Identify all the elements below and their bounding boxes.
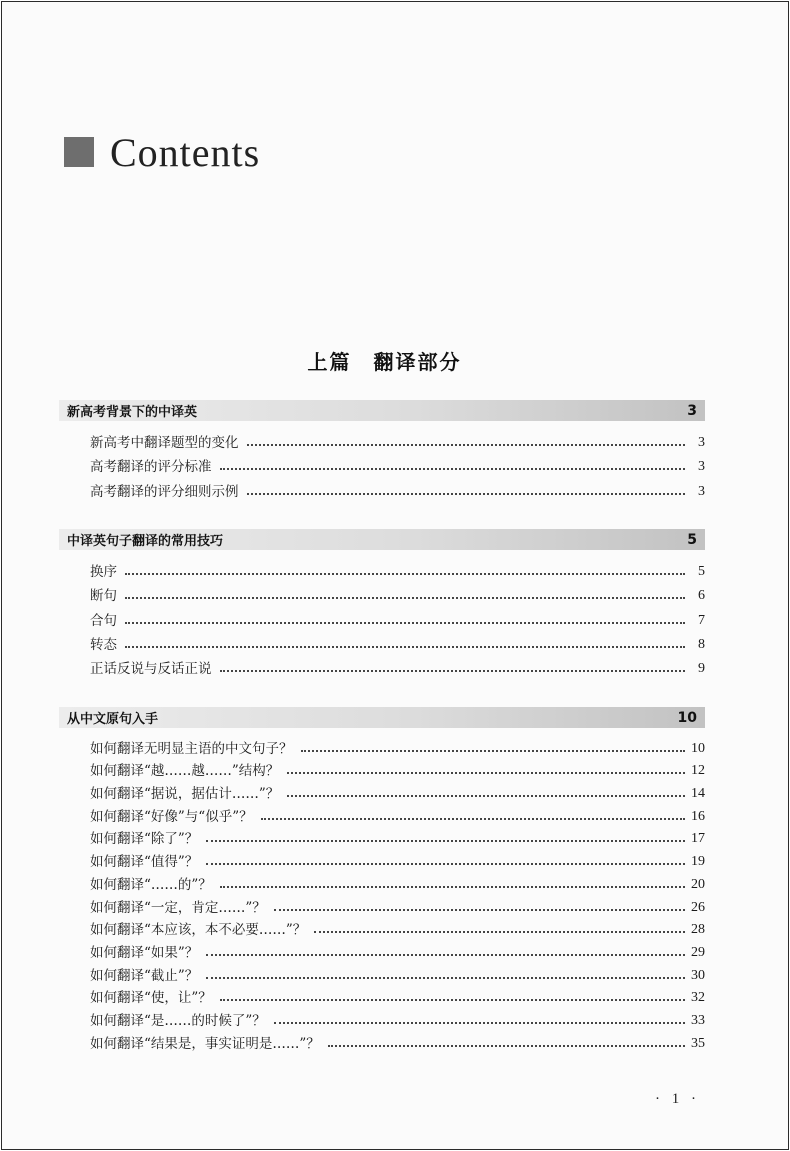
entry-page-number: 16: [691, 808, 705, 824]
book-page: [1, 1, 789, 1150]
entry-label: 如何翻译“本应该，本不必要……”？: [90, 922, 307, 939]
toc-entry[interactable]: [59, 734, 705, 757]
toc-section: [59, 400, 705, 500]
contents-title: Contents: [110, 129, 261, 175]
section-title: 从中文原句入手: [67, 712, 159, 727]
dot-leader: [206, 977, 685, 979]
entry-label: 如何翻译“是……的时候了”？: [90, 1012, 266, 1029]
toc-entry[interactable]: [59, 916, 705, 939]
entry-page-number: 7: [698, 612, 705, 628]
toc-entry[interactable]: [59, 757, 705, 780]
toc-entry[interactable]: [59, 870, 705, 893]
page-number: · 1 ·: [655, 1091, 700, 1107]
dot-leader: [301, 750, 686, 752]
entry-page-number: 3: [698, 459, 705, 475]
toc-entry[interactable]: [59, 451, 705, 475]
dot-leader: [287, 772, 685, 774]
entry-label: 如何翻译“值得”？: [90, 854, 199, 871]
entry-page-number: 28: [691, 922, 705, 938]
section-header-bar[interactable]: [59, 529, 705, 550]
dot-leader: [220, 670, 686, 672]
entry-page-number: 8: [698, 636, 705, 652]
toc-entry[interactable]: [59, 580, 705, 604]
entry-label: 高考翻译的评分细则示例: [90, 483, 239, 500]
section-header-bar[interactable]: [59, 400, 705, 421]
toc-entry[interactable]: [59, 556, 705, 580]
entry-label: 如何翻译“使，让”？: [90, 990, 212, 1007]
dot-leader: [125, 622, 685, 624]
entry-page-number: 29: [691, 944, 705, 960]
entry-label: 如何翻译“越……越……”结构？: [90, 763, 280, 780]
dot-leader: [220, 999, 685, 1001]
entry-label: 换序: [90, 564, 117, 581]
entry-label: 如何翻译“一定，肯定……”？: [90, 899, 266, 916]
entry-label: 如何翻译无明显主语的中文句子？: [90, 740, 293, 757]
toc-entry[interactable]: [59, 984, 705, 1007]
dot-leader: [287, 795, 685, 797]
dot-leader: [125, 597, 685, 599]
contents-header: [64, 130, 260, 174]
section-page-number: 10: [677, 709, 697, 726]
toc-entry[interactable]: [59, 961, 705, 984]
dot-leader: [206, 863, 685, 865]
dot-leader: [314, 931, 685, 933]
toc-entry[interactable]: [59, 1029, 705, 1052]
entry-page-number: 14: [691, 786, 705, 802]
toc-entry[interactable]: [59, 938, 705, 961]
entry-page-number: 6: [698, 588, 705, 604]
entry-page-number: 35: [691, 1035, 705, 1051]
toc-entry[interactable]: [59, 825, 705, 848]
section-page-number: 3: [687, 402, 697, 419]
entry-label: 如何翻译“截止”？: [90, 967, 199, 984]
entry-page-number: 20: [691, 876, 705, 892]
section-page-number: 5: [687, 531, 697, 548]
entry-label: 正话反说与反话正说: [90, 660, 212, 677]
toc-entry[interactable]: [59, 802, 705, 825]
entry-page-number: 33: [691, 1012, 705, 1028]
entry-page-number: 9: [698, 660, 705, 676]
dot-leader: [220, 468, 686, 470]
entry-label: 如何翻译“好像”与“似乎”？: [90, 808, 253, 825]
entry-page-number: 17: [691, 831, 705, 847]
entry-label: 如何翻译“据说，据估计……”？: [90, 786, 280, 803]
entry-label: 转态: [90, 636, 117, 653]
entry-page-number: 30: [691, 967, 705, 983]
entry-label: 断句: [90, 588, 117, 605]
dot-leader: [261, 818, 685, 820]
entry-page-number: 3: [698, 435, 705, 451]
dot-leader: [206, 840, 685, 842]
toc-entry[interactable]: [59, 893, 705, 916]
toc-section: [59, 707, 705, 1052]
entry-label: 如何翻译“如果”？: [90, 944, 199, 961]
dot-leader: [125, 646, 685, 648]
entry-label: 新高考中翻译题型的变化: [90, 435, 239, 452]
dot-leader: [328, 1045, 685, 1047]
dot-leader: [220, 886, 685, 888]
toc-entry[interactable]: [59, 604, 705, 628]
toc-entry[interactable]: [59, 847, 705, 870]
entry-page-number: 5: [698, 564, 705, 580]
entry-label: 合句: [90, 612, 117, 629]
dot-leader: [247, 493, 686, 495]
part-title: 上篇 翻译部分: [307, 350, 462, 374]
section-header-bar[interactable]: [59, 707, 705, 728]
dot-leader: [274, 1022, 685, 1024]
toc-entry[interactable]: [59, 629, 705, 653]
dot-leader: [206, 954, 685, 956]
toc-entry[interactable]: [59, 1006, 705, 1029]
dot-leader: [247, 444, 686, 446]
toc-section: [59, 529, 705, 677]
entry-label: 如何翻译“结果是，事实证明是……”？: [90, 1035, 320, 1052]
section-title: 新高考背景下的中译英: [67, 405, 198, 420]
entry-label: 如何翻译“除了”？: [90, 831, 199, 848]
entry-page-number: 10: [691, 740, 705, 756]
toc-entry[interactable]: [59, 475, 705, 499]
header-square-mark: [64, 137, 94, 167]
entry-page-number: 32: [691, 990, 705, 1006]
toc-entry[interactable]: [59, 427, 705, 451]
entry-page-number: 3: [698, 483, 705, 499]
entry-label: 如何翻译“……的”？: [90, 876, 212, 893]
entry-page-number: 26: [691, 899, 705, 915]
entry-page-number: 12: [691, 763, 705, 779]
dot-leader: [125, 573, 685, 575]
entry-page-number: 19: [691, 854, 705, 870]
dot-leader: [274, 909, 685, 911]
toc-entry[interactable]: [59, 779, 705, 802]
entry-label: 高考翻译的评分标准: [90, 459, 212, 476]
toc-entry[interactable]: [59, 653, 705, 677]
section-title: 中译英句子翻译的常用技巧: [67, 534, 224, 549]
